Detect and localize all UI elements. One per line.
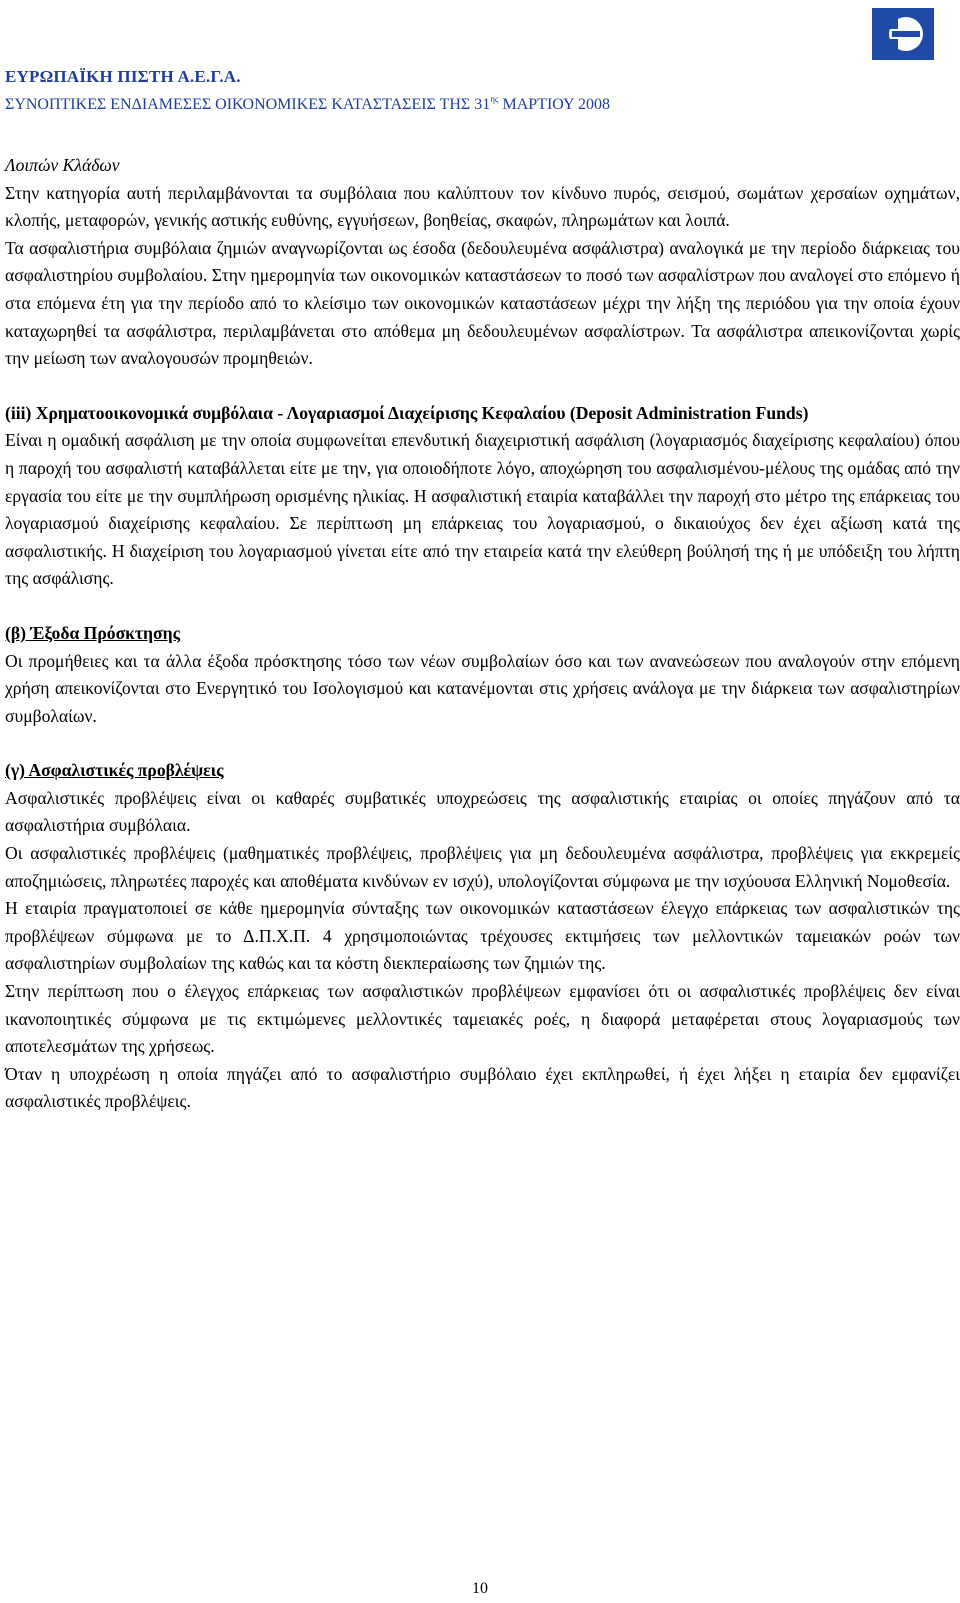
report-subtitle-text: ΣΥΝΟΠΤΙΚΕΣ ΕΝΔΙΑΜΕΣΕΣ ΟΙΚΟΝΟΜΙΚΕΣ ΚΑΤΑΣΤΑΣΕΙΣ ΤΗΣ 31 [5,96,491,113]
section-c-paragraph-1: Ασφαλιστικές προβλέψεις είναι οι καθαρές συμβατικές υποχρεώσεις της ασφαλιστικής εταιρίας οι οποίες πηγάζουν από τα ασφαλιστήρια συμβόλαια. [5,787,960,836]
report-subtitle-date: ΜΑΡΤΙΟΥ 2008 [498,96,610,113]
section-iii-paragraph: Είναι η ομαδική ασφάλιση με την οποία συμφωνείται επενδυτική διαχειριστική ασφάλιση (λογαριασμός διαχείρισης κεφαλαίου) όπου η παροχή του ασφαλιστή καταβάλλεται είτε με την, για οποιοδήποτε λόγο, αποχώρηση του ασφαλισμένου-μέλους της ομάδας από την εργασία του είτε με την συμπλήρωση ορισμένης ηλικίας. Η ασφαλιστική εταιρία καταβάλλει την παροχή στο μέτρο της επάρκειας του λογαριασμού διαχείρισης κεφαλαίου. Σε περίπτωση μη επάρκειας του λογαριασμού, ο δικαιούχος δεν έχει αξίωση κατά της ασφαλιστικής. Η διαχείριση του λογαριασμού γίνεται είτε από την εταιρεία κατά την ελεύθερη βούλησή της ή με υπόδειξη του λήπτη της ασφάλισης. [5,430,960,589]
company-logo-icon [872,8,934,60]
report-subtitle-superscript: ης [490,94,499,104]
section-b-title: (β) Έξοδα Πρόσκτησης [5,622,180,643]
other-branches-paragraph-1: Στην κατηγορία αυτή περιλαμβάνονται τα συμβόλαια που καλύπτουν τον κίνδυνο πυρός, σεισμού, σωμάτων χερσαίων οχημάτων, κλοπής, μεταφορών, γενικής αστικής ευθύνης, εγγυήσεων, βοηθείας, σκαφών, πληρωμάτων και λοιπά. [5,182,960,231]
section-c-paragraph-2: Οι ασφαλιστικές προβλέψεις (μαθηματικές προβλέψεις, προβλέψεις για μη δεδουλευμένα ασφάλιστρα, προβλέψεις για εκκρεμείς αποζημιώσεις, πληρωτέες παροχές και αποθέματα κινδύνων εν ισχύ), υπολογίζονται σύμφωνα με την ισχύουσα Ελληνική Νομοθεσία. [5,843,960,891]
document-header [5,66,940,116]
section-c-title: (γ) Ασφαλιστικές προβλέψεις [5,760,224,781]
section-c-paragraph-4: Στην περίπτωση που ο έλεγχος επάρκειας των ασφαλιστικών προβλέψεων εμφανίσει ότι οι ασφαλιστικές προβλέψεις δεν είναι ικανοποιητικές σύμφωνα με τις εκτιμώμενες μελλοντικές ταμειακές ροές, η διαφορά μεταφέρεται στους λογαριασμούς των αποτελεσμάτων της χρήσεως. [5,981,960,1057]
section-c-paragraph-5: Όταν η υποχρέωση η οποία πηγάζει από το ασφαλιστήριο συμβόλαιο έχει εκπληρωθεί, ή έχει λήξει η εταιρία δεν εμφανίζει ασφαλιστικές προβλέψεις. [5,1063,960,1112]
report-subtitle [5,88,940,116]
section-iii-title: (iii) Χρηματοοικονομικά συμβόλαια - Λογαριασμοί Διαχείρισης Κεφαλαίου (Deposit Administration Funds) [5,402,809,423]
section-c-paragraph-3: Η εταιρία πραγματοποιεί σε κάθε ημερομηνία σύνταξης των οικονομικών καταστάσεων έλεγχο επάρκειας των ασφαλιστικών της προβλέψεων σύμφωνα με το Δ.Π.Χ.Π. 4 χρησιμοποιώντας τρέχουσες εκτιμήσεις των μελλοντικών ταμειακών ροών των ασφαλιστηρίων συμβολαίων της καθώς και τα κόστη διεκπεραίωσης των ζημιών της. [5,898,960,974]
page-number: 10 [472,1580,488,1597]
section-b-paragraph: Οι προμήθειες και τα άλλα έξοδα πρόσκτησης τόσο των νέων συμβολαίων όσο και των ανανεώσεων που αναλογούν στην επόμενη χρήση απεικονίζονται στο Ενεργητικό του Ισολογισμού και κατανέμονται στις χρήσεις ανάλογα με την διάρκεια των ασφαλιστηρίων συμβολαίων. [5,650,960,726]
other-branches-paragraph-2: Τα ασφαλιστήρια συμβόλαια ζημιών αναγνωρίζονται ως έσοδα (δεδουλευμένα ασφάλιστρα) αναλογικά με την περίοδο διάρκειας του ασφαλιστηρίου συμβολαίου. Στην ημερομηνία των οικονομικών καταστάσεων το ποσό των ασφαλίστρων που αναλογεί στο επόμενο ή στα επόμενα έτη για την περίοδο από το κλείσιμο των οικονομικών καταστάσεων μέχρι την λήξη της περιόδου για την οποία έχουν καταχωρηθεί τα ασφάλιστρα, περιλαμβάνεται στο απόθεμα μη δεδουλευμένων ασφαλίστρων. Τα ασφάλιστρα απεικονίζονται χωρίς την μείωση των αναλογουσών προμηθειών. [5,237,960,369]
other-branches-title: Λοιπών Κλάδων [5,155,120,175]
company-name: ΕΥΡΩΠΑΪΚΗ ΠΙΣΤΗ Α.Ε.Γ.Α. [5,67,241,86]
document-body [5,152,960,1116]
